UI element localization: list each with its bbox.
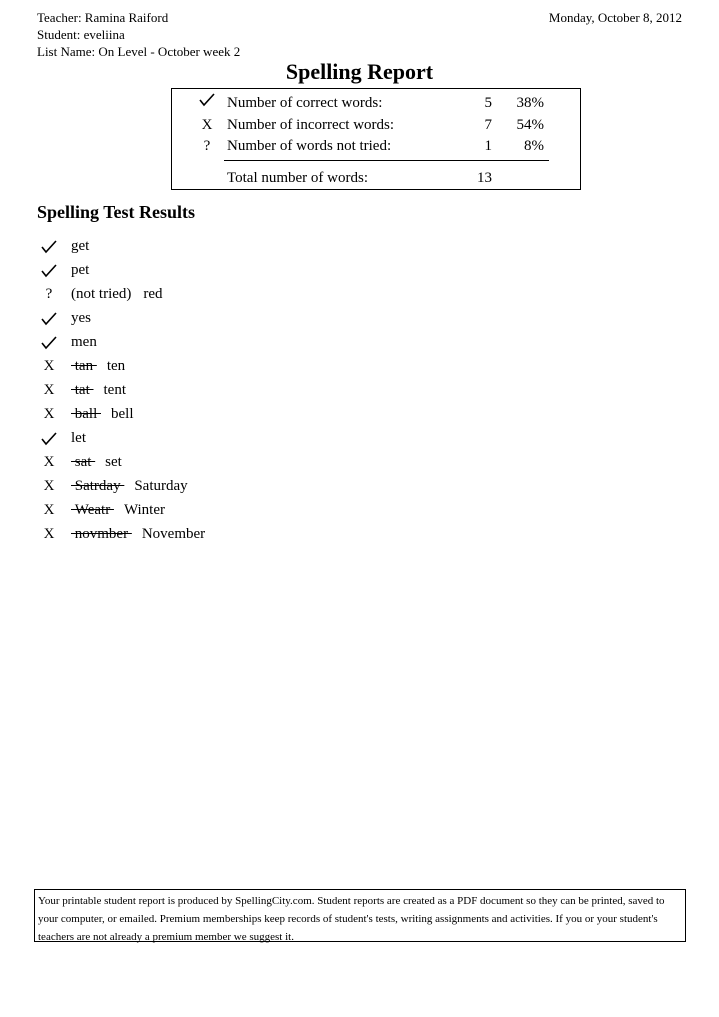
result-content (71, 522, 205, 546)
summary-count-not-tried: 1 (484, 138, 492, 154)
result-row (37, 474, 188, 498)
result-row (37, 282, 163, 306)
result-word: ten (106, 358, 126, 374)
summary-label-total: Total number of words: (227, 170, 369, 186)
result-word: get (71, 238, 90, 254)
check-icon (196, 93, 218, 113)
summary-count-incorrect: 7 (484, 117, 492, 133)
result-row (37, 306, 91, 330)
misspelled-attempt: novmber (71, 526, 132, 542)
summary-count-correct: 5 (484, 95, 492, 111)
result-word: red (143, 286, 163, 302)
summary-row-not-tried (172, 136, 580, 156)
result-word: November (141, 526, 206, 542)
x-mark: X (43, 526, 55, 542)
report-date: Monday, October 8, 2012 (548, 10, 682, 25)
summary-row-incorrect (172, 115, 580, 135)
result-word: yes (71, 310, 91, 326)
misspelled-attempt: Satrday (71, 478, 125, 494)
x-mark: X (43, 454, 55, 470)
x-mark: X (43, 358, 55, 374)
result-content (71, 498, 165, 522)
result-content (71, 258, 89, 282)
question-mark: ? (203, 138, 211, 154)
report-title-row (0, 58, 719, 86)
summary-percent-correct: 38% (516, 95, 544, 111)
summary-percent-incorrect: 54% (516, 117, 544, 133)
misspelled-attempt: Weatr (71, 502, 114, 518)
misspelled-attempt: sat (71, 454, 96, 470)
result-content (71, 354, 125, 378)
result-word: set (105, 454, 122, 470)
result-content (71, 426, 86, 450)
summary-divider (224, 160, 549, 161)
check-icon (37, 330, 61, 354)
result-content (71, 234, 89, 258)
x-mark: X (201, 117, 213, 133)
result-content (71, 474, 188, 498)
result-row (37, 450, 122, 474)
check-icon (37, 426, 61, 450)
result-content (71, 282, 163, 306)
misspelled-attempt: ball (71, 406, 101, 422)
report-title: Spelling Report (285, 59, 434, 84)
summary-row-total (172, 168, 580, 188)
result-row (37, 234, 89, 258)
summary-percent-not-tried: 8% (524, 138, 544, 154)
misspelled-attempt: tat (71, 382, 94, 398)
summary-box (171, 88, 581, 190)
question-mark: ? (45, 286, 53, 302)
result-content (71, 450, 122, 474)
list-name: List Name: On Level - October week 2 (37, 44, 241, 59)
summary-label-incorrect: Number of incorrect words: (227, 117, 395, 133)
x-mark: X (43, 478, 55, 494)
result-content (71, 330, 97, 354)
summary-label-correct: Number of correct words: (227, 95, 383, 111)
footer-note: Your printable student report is produced by SpellingCity.com. Student reports are created as a PDF document so they can be printed, saved to your computer, or emailed. Premium memberships keep records of student's tests, writing assignments and activities. If you or your student's teachers are not already a premium member we suggest it. (34, 889, 686, 942)
result-row (37, 522, 205, 546)
result-word: pet (71, 262, 90, 278)
result-row (37, 402, 134, 426)
summary-row-correct (172, 93, 580, 113)
result-row (37, 354, 125, 378)
check-icon (37, 258, 61, 282)
result-row (37, 378, 126, 402)
teacher-name: Teacher: Ramina Raiford (37, 10, 169, 25)
x-mark: X (43, 382, 55, 398)
x-mark: X (43, 502, 55, 518)
results-heading: Spelling Test Results (37, 202, 196, 222)
summary-count-total: 13 (477, 170, 492, 186)
result-word: men (71, 334, 97, 350)
result-row (37, 330, 97, 354)
summary-label-not-tried: Number of words not tried: (227, 138, 392, 154)
result-content (71, 378, 126, 402)
result-word: Winter (123, 502, 165, 518)
result-word: bell (111, 406, 134, 422)
x-mark: X (43, 406, 55, 422)
result-word: tent (103, 382, 126, 398)
result-row (37, 426, 86, 450)
result-row (37, 258, 89, 282)
result-word: Saturday (134, 478, 188, 494)
check-icon (37, 306, 61, 330)
student-name: Student: eveliina (37, 27, 125, 42)
result-content (71, 306, 91, 330)
misspelled-attempt: tan (71, 358, 97, 374)
check-icon (37, 234, 61, 258)
result-row (37, 498, 165, 522)
result-content (71, 402, 134, 426)
result-word: let (71, 430, 86, 446)
not-tried-label: (not tried) (71, 286, 132, 302)
